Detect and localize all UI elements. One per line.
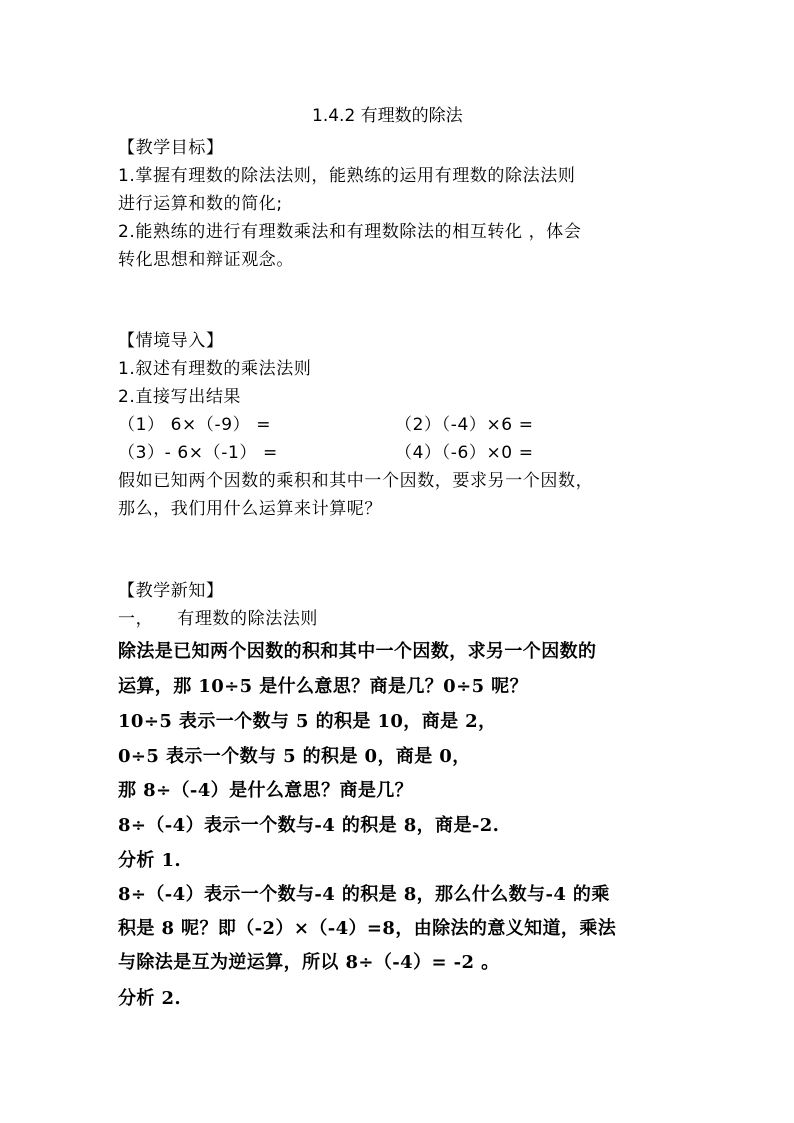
intro-line-3: 假如已知两个因数的乘积和其中一个因数，要求另一个因数，: [118, 471, 594, 491]
body-line-9: 积是 8 呢？即（-2）×（-4）=8，由除法的意义知道，乘法: [118, 918, 617, 939]
goal-line-3: 2.能熟练的进行有理数乘法和有理数除法的相互转化 ，体会: [118, 222, 582, 242]
analysis-1-label: 分析 1.: [118, 850, 182, 871]
exercise-4: （4）（-6）×0 =: [395, 443, 534, 463]
goal-line-2: 进行运算和数的简化;: [118, 194, 283, 214]
goal-line-1: 1.掌握有理数的除法法则，能熟练的运用有理数的除法法则: [118, 166, 576, 186]
intro-line-1: 1.叙述有理数的乘法法则: [118, 359, 312, 379]
division-rule-subheading: 一， 有理数的除法法则: [118, 609, 319, 629]
new-knowledge-heading: 【教学新知】: [118, 581, 224, 601]
body-line-5: 那 8÷（-4）是什么意思？商是几？: [118, 780, 414, 801]
intro-line-2: 2.直接写出结果: [118, 387, 242, 407]
body-line-4: 0÷5 表示一个数与 5 的积是 0，商是 0，: [118, 746, 471, 767]
intro-line-4: 那么，我们用什么运算来计算呢？: [118, 499, 382, 519]
situation-intro-heading: 【情境导入】: [118, 331, 224, 351]
body-line-8: 8÷（-4）表示一个数与-4 的积是 8，那么什么数与-4 的乘: [118, 884, 610, 905]
body-line-6: 8÷（-4）表示一个数与-4 的积是 8，商是-2.: [118, 815, 500, 836]
exercise-1: （1） 6×（-9） =: [118, 415, 272, 435]
exercise-2: （2）（-4）×6 =: [395, 415, 534, 435]
body-line-2: 运算，那 10÷5 是什么意思？商是几？0÷5 呢？: [118, 676, 528, 697]
page-title: 1.4.2 有理数的除法: [312, 106, 463, 126]
exercise-3: （3）- 6×（-1） =: [118, 443, 278, 463]
analysis-2-label: 分析 2.: [118, 988, 182, 1009]
goal-line-4: 转化思想和辩证观念。: [118, 250, 294, 270]
body-line-1: 除法是已知两个因数的积和其中一个因数，求另一个因数的: [118, 641, 597, 662]
body-line-10: 与除法是互为逆运算，所以 8÷（-4）= -2 。: [118, 952, 500, 973]
teaching-goals-heading: 【教学目标】: [118, 138, 224, 158]
body-line-3: 10÷5 表示一个数与 5 的积是 10，商是 2，: [118, 711, 497, 732]
